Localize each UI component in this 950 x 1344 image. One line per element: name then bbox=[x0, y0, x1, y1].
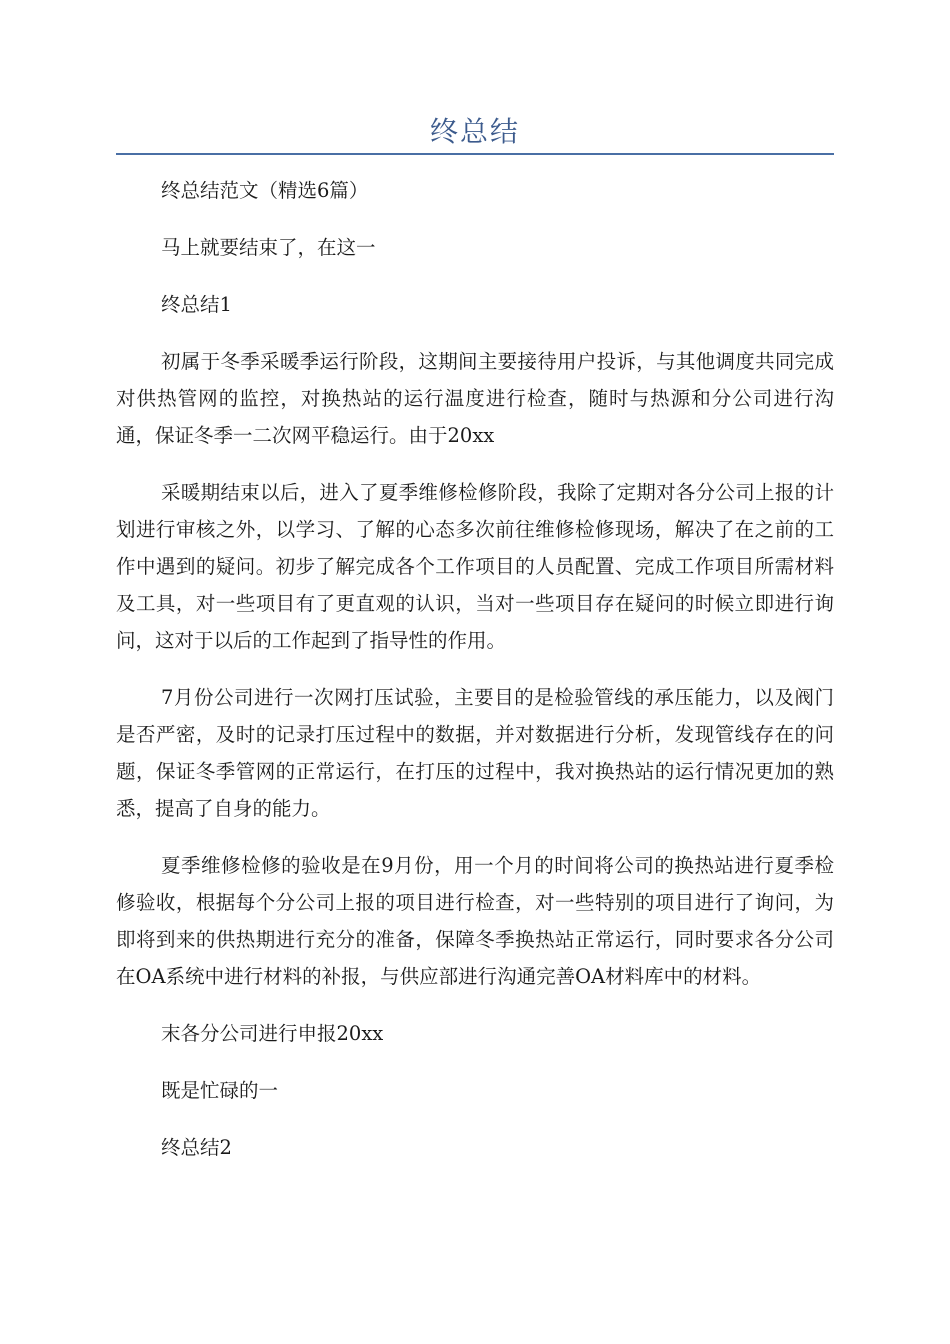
paragraph: 初属于冬季采暖季运行阶段，这期间主要接待用户投诉，与其他调度共同完成对供热管网的监控，对换热站的运行温度进行检查，随时与热源和分公司进行沟通，保证冬季一二次网平稳运行。由于20xx bbox=[116, 350, 834, 447]
paragraph: 夏季维修检修的验收是在9月份，用一个月的时间将公司的换热站进行夏季检修验收，根据每个分公司上报的项目进行检查，对一些特别的项目进行了询问，为即将到来的供热期进行充分的准备，保障冬季换热站正常运行，同时要求各分公司在OA系统中进行材料的补报，与供应部进行沟通完善OA材料库中的材料。 bbox=[116, 854, 834, 988]
paragraph: 既是忙碌的一 bbox=[161, 1079, 279, 1102]
section-heading-1: 终总结1 bbox=[161, 293, 232, 316]
section-heading-2: 终总结2 bbox=[161, 1136, 232, 1159]
document-title: 终总结 bbox=[429, 115, 520, 148]
document-body bbox=[116, 172, 834, 1186]
paragraph: 末各分公司进行申报20xx bbox=[161, 1022, 384, 1045]
paragraph-subtitle: 终总结范文（精选6篇） bbox=[161, 179, 369, 202]
paragraph: 采暖期结束以后，进入了夏季维修检修阶段，我除了定期对各分公司上报的计划进行审核之外，以学习、了解的心态多次前往维修检修现场，解决了在之前的工作中遇到的疑问。初步了解完成各个工作项目的人员配置、完成工作项目所需材料及工具，对一些项目有了更直观的认识，当对一些项目存在疑问的时候立即进行询问，这对于以后的工作起到了指导性的作用。 bbox=[116, 481, 834, 652]
paragraph: 7月份公司进行一次网打压试验，主要目的是检验管线的承压能力，以及阀门是否严密，及时的记录打压过程中的数据，并对数据进行分析，发现管线存在的问题，保证冬季管网的正常运行，在打压的过程中，我对换热站的运行情况更加的熟悉，提高了自身的能力。 bbox=[116, 686, 834, 820]
title-underline bbox=[116, 153, 834, 155]
paragraph-intro: 马上就要结束了，在这一 bbox=[161, 236, 376, 259]
